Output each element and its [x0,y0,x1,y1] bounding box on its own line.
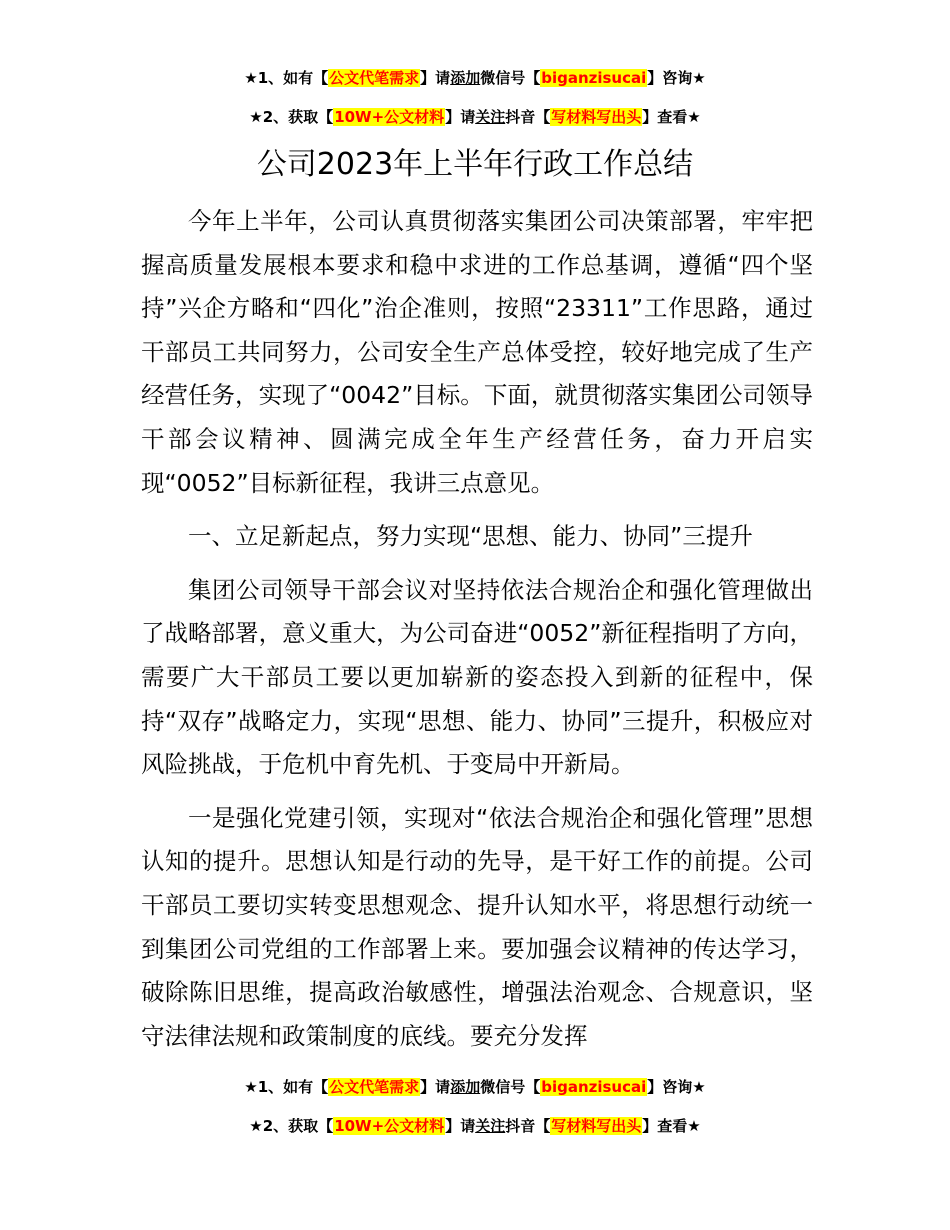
promo-text: 微信号【 [480,69,541,87]
promo-text: 】请 [420,1078,451,1096]
promo-douyin-name: 写材料写出头 [551,108,642,126]
promo-wechat-id: biganzisucai [541,69,647,87]
promo-text: 】请 [445,108,476,126]
header-promo-line-1 [0,67,950,89]
promo-text: 】请 [445,1117,476,1135]
promo-underlined-text: 添加 [450,69,481,87]
promo-douyin-name: 写材料写出头 [551,1117,642,1135]
promo-highlight: 10W+公文材料 [334,108,445,126]
section-heading: 一、立足新起点，努力实现“思想、能力、协同”三提升 [188,522,753,551]
promo-text: 】请 [420,69,451,87]
promo-highlight: 公文代笔需求 [329,1078,420,1096]
promo-text: 】查看★ [642,108,701,126]
promo-text: ★2、获取【 [249,108,334,126]
promo-text: 抖音【 [505,108,551,126]
document-body [141,200,813,1058]
promo-text: 】咨询★ [647,69,706,87]
promo-highlight: 公文代笔需求 [329,69,420,87]
promo-text: 】查看★ [642,1117,701,1135]
header-promo-line-2 [0,106,950,128]
body-paragraph: 一是强化党建引领，实现对“依法合规治企和强化管理”思想认知的提升。思想认知是行动的先导，是干好工作的前提。公司干部员工要切实转变思想观念、提升认知水平，将思想行动统一到集团公司党组的工作部署上来。要加强会议精神的传达学习，破除陈旧思维，提高政治敏感性，增强法治观念、合规意识，坚守法律法规和政策制度的底线。要充分发挥 [141,803,813,1050]
promo-text: ★1、如有【 [244,69,329,87]
promo-text: 抖音【 [505,1117,551,1135]
promo-underlined-text: 关注 [475,108,506,126]
promo-text: ★1、如有【 [244,1078,329,1096]
promo-text: 】咨询★ [647,1078,706,1096]
promo-underlined-text: 添加 [450,1078,481,1096]
document-title: 公司2023年上半年行政工作总结 [256,147,694,182]
body-paragraph-intro: 今年上半年，公司认真贯彻落实集团公司决策部署，牢牢把握高质量发展根本要求和稳中求进的工作总基调，遵循“四个坚持”兴企方略和“四化”治企准则，按照“23311”工作思路，通过干部员工共同努力，公司安全生产总体受控，较好地完成了生产经营任务，实现了“0042”目标。下面，就贯彻落实集团公司领导干部会议精神、圆满完成全年生产经营任务，奋力开启实现“0052”目标新征程，我讲三点意见。 [141,207,813,497]
promo-text: 微信号【 [480,1078,541,1096]
promo-underlined-text: 关注 [475,1117,506,1135]
promo-wechat-id: biganzisucai [541,1078,647,1096]
promo-highlight: 10W+公文材料 [334,1117,445,1135]
footer-promo-line-2 [0,1115,950,1137]
promo-text: ★2、获取【 [249,1117,334,1135]
footer-promo-line-1 [0,1076,950,1098]
body-paragraph: 集团公司领导干部会议对坚持依法合规治企和强化管理做出了战略部署，意义重大，为公司奋进“0052”新征程指明了方向，需要广大干部员工要以更加崭新的姿态投入到新的征程中，保持“双存”战略定力，实现“思想、能力、协同”三提升，积极应对风险挑战，于危机中育先机、于变局中开新局。 [141,575,813,779]
